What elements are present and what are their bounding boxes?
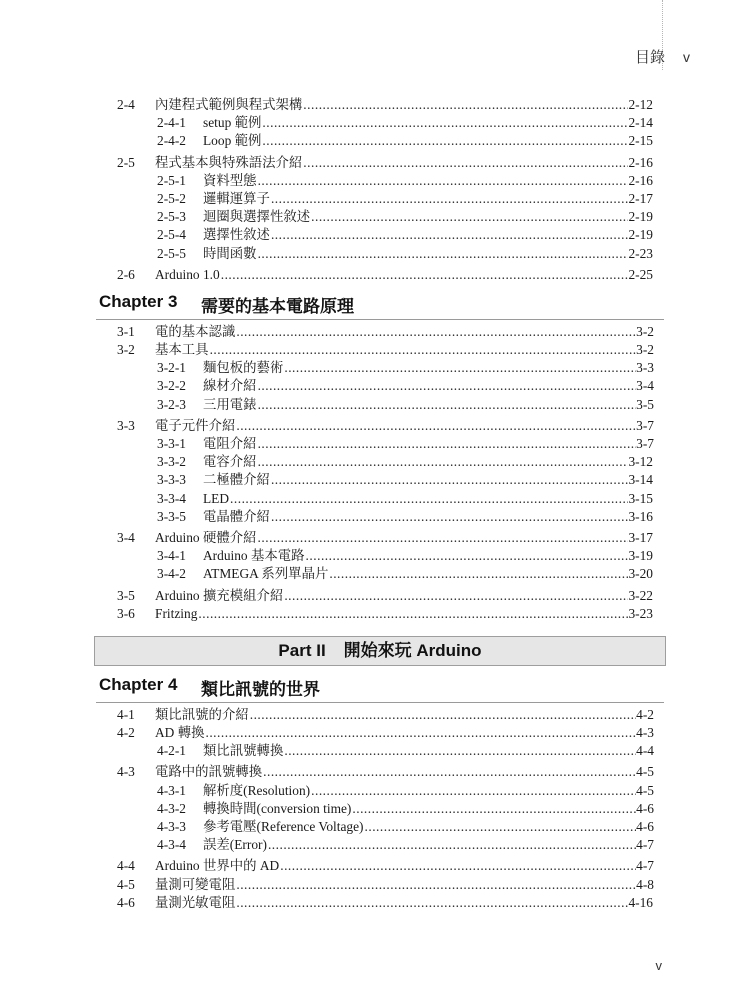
entry-number: 2-5-2 <box>157 190 187 206</box>
entry-number: 2-4-1 <box>157 115 187 131</box>
entry-leader <box>155 763 654 781</box>
entry-title: 時間函數 <box>203 245 257 261</box>
entry-page-number: 3-4 <box>636 378 654 394</box>
toc-section-entry[interactable] <box>0 605 750 623</box>
toc-section-entry[interactable] <box>0 529 750 547</box>
entry-number: 3-2 <box>117 342 135 358</box>
entry-title: Arduino 硬體介紹 <box>155 529 257 545</box>
dot-leader <box>365 818 637 836</box>
entry-leader <box>155 266 653 284</box>
entry-page-number: 3-3 <box>636 360 654 376</box>
entry-leader <box>203 565 653 583</box>
entry-number: 3-1 <box>117 323 135 339</box>
entry-page-number: 2-25 <box>628 266 653 282</box>
dot-leader <box>271 226 629 244</box>
entry-page-number: 3-23 <box>628 605 653 621</box>
entry-page-number: 2-15 <box>628 133 653 149</box>
entry-leader <box>155 724 654 742</box>
entry-title: 電子元件介紹 <box>155 417 236 433</box>
entry-number: 3-2-3 <box>157 396 187 412</box>
toc-subsection-entry[interactable] <box>0 508 750 526</box>
entry-title: 麵包板的藝術 <box>203 360 284 376</box>
entry-page-number: 4-7 <box>636 837 654 853</box>
entry-page-number: 3-17 <box>628 529 653 545</box>
entry-leader <box>203 132 653 150</box>
entry-number: 3-3-3 <box>157 472 187 488</box>
entry-number: 4-5 <box>117 876 135 892</box>
dot-leader <box>268 836 636 854</box>
chapter-title: 類比訊號的世界 <box>201 679 320 699</box>
running-header-page-number: v <box>683 48 690 65</box>
entry-page-number: 4-5 <box>636 782 654 798</box>
entry-number: 2-4 <box>117 97 135 112</box>
entry-leader <box>203 453 653 471</box>
dot-leader <box>236 894 628 912</box>
toc-subsection-entry[interactable] <box>0 132 750 150</box>
entry-page-number: 4-7 <box>636 858 654 874</box>
entry-title: Arduino 世界中的 AD <box>155 858 280 874</box>
toc-subsection-entry[interactable] <box>0 547 750 565</box>
toc-section-entry[interactable] <box>0 323 750 341</box>
entry-leader <box>155 323 654 341</box>
toc-subsection-entry[interactable] <box>0 453 750 471</box>
entry-page-number: 4-2 <box>636 706 654 722</box>
part-heading-bar[interactable] <box>94 636 666 666</box>
toc-subsection-entry[interactable] <box>0 190 750 208</box>
entry-title: AD 轉換 <box>155 725 205 741</box>
dot-leader <box>280 857 636 875</box>
chapter-title: 需要的基本電路原理 <box>201 296 354 316</box>
entry-page-number: 2-23 <box>628 245 653 261</box>
entry-leader <box>155 417 654 435</box>
toc-section-entry[interactable] <box>0 417 750 435</box>
toc-section-entry[interactable] <box>0 857 750 875</box>
dot-leader <box>210 341 637 359</box>
entry-page-number: 2-19 <box>628 227 653 243</box>
entry-title: Arduino 擴充模組介紹 <box>155 587 284 603</box>
entry-leader <box>203 742 654 760</box>
entry-title: LED <box>203 490 230 506</box>
entry-title: Fritzing <box>155 605 198 621</box>
entry-number: 2-5-5 <box>157 245 187 261</box>
entry-leader <box>155 154 653 172</box>
entry-page-number: 3-20 <box>628 566 653 582</box>
entry-number: 2-5-4 <box>157 227 187 243</box>
entry-page-number: 2-16 <box>628 172 653 188</box>
toc-section-entry[interactable] <box>0 341 750 359</box>
toc-subsection-entry[interactable] <box>0 782 750 800</box>
entry-leader <box>203 190 653 208</box>
dot-leader <box>284 359 636 377</box>
dot-leader <box>258 172 629 190</box>
entry-number: 3-3 <box>117 417 135 433</box>
entry-page-number: 4-3 <box>636 725 654 741</box>
entry-page-number: 3-14 <box>628 472 653 488</box>
entry-title: 基本工具 <box>155 342 209 358</box>
entry-leader <box>203 172 653 190</box>
toc-subsection-entry[interactable] <box>0 836 750 854</box>
toc-section-entry[interactable] <box>0 706 750 724</box>
entry-page-number: 4-8 <box>636 876 654 892</box>
toc-subsection-entry[interactable] <box>0 490 750 508</box>
dot-leader <box>263 763 636 781</box>
entry-page-number: 3-19 <box>628 548 653 564</box>
entry-title: 三用電錶 <box>203 396 257 412</box>
dot-leader <box>329 565 628 583</box>
entry-page-number: 2-14 <box>628 115 653 131</box>
entry-leader <box>203 114 653 132</box>
entry-page-number: 3-2 <box>636 342 654 358</box>
chapter-label: Chapter 3 <box>99 291 178 311</box>
entry-title: 電阻介紹 <box>203 436 257 451</box>
dot-leader <box>303 154 628 172</box>
entry-page-number: 3-7 <box>636 436 654 451</box>
entry-number: 3-5 <box>117 587 135 603</box>
entry-title: Arduino 1.0 <box>155 266 220 282</box>
dot-leader <box>271 190 629 208</box>
entry-number: 4-3 <box>117 764 135 780</box>
entry-title: 轉換時間(conversion time) <box>203 800 352 816</box>
entry-title: 內建程式範例與程式架構 <box>155 97 303 112</box>
entry-number: 3-6 <box>117 605 135 621</box>
entry-title: ATMEGA 系列單晶片 <box>203 566 329 582</box>
toc-subsection-entry[interactable] <box>0 245 750 263</box>
entry-leader <box>203 208 653 226</box>
entry-page-number: 3-5 <box>636 396 654 412</box>
toc-subsection-entry[interactable] <box>0 565 750 583</box>
entry-page-number: 2-12 <box>628 97 653 112</box>
toc-subsection-entry[interactable] <box>0 818 750 836</box>
toc-subsection-entry[interactable] <box>0 396 750 414</box>
entry-title: Arduino 基本電路 <box>203 548 305 564</box>
entry-title: 電晶體介紹 <box>203 508 270 524</box>
toc-section-entry[interactable] <box>0 876 750 894</box>
entry-number: 2-5-3 <box>157 209 187 225</box>
entry-leader <box>203 377 654 395</box>
dot-leader <box>198 605 628 623</box>
toc-subsection-entry[interactable] <box>0 377 750 395</box>
entry-leader <box>155 706 654 724</box>
toc-subsection-entry[interactable] <box>0 208 750 226</box>
entry-leader <box>155 876 654 894</box>
entry-page-number: 2-17 <box>628 190 653 206</box>
entry-title: 迴圈與選擇性敘述 <box>203 209 311 225</box>
entry-page-number: 4-5 <box>636 764 654 780</box>
entry-title: 類比訊號的介紹 <box>155 706 249 722</box>
entry-leader <box>203 435 654 453</box>
entry-title: setup 範例 <box>203 115 262 131</box>
toc-subsection-entry[interactable] <box>0 114 750 132</box>
entry-page-number: 3-22 <box>628 587 653 603</box>
dot-leader <box>258 377 637 395</box>
entry-page-number: 3-12 <box>628 454 653 470</box>
entry-title: 解析度(Resolution) <box>203 782 311 798</box>
entry-leader <box>203 396 654 414</box>
entry-number: 2-5 <box>117 154 135 170</box>
dot-leader <box>303 96 628 114</box>
entry-number: 4-3-2 <box>157 800 187 816</box>
entry-title: 電容介紹 <box>203 454 257 470</box>
entry-title: 量測可變電阻 <box>155 876 236 892</box>
toc-subsection-entry[interactable] <box>0 226 750 244</box>
entry-title: 二極體介紹 <box>203 472 270 488</box>
dot-leader <box>258 245 629 263</box>
entry-number: 4-1 <box>117 706 135 722</box>
entry-title: 量測光敏電阻 <box>155 894 236 910</box>
dot-leader <box>221 266 629 284</box>
toc-subsection-entry[interactable] <box>0 172 750 190</box>
dot-leader <box>284 742 636 760</box>
entry-leader <box>203 800 654 818</box>
entry-title: 程式基本與特殊語法介紹 <box>155 154 303 170</box>
footer-page-number: v <box>655 958 662 973</box>
toc-subsection-entry[interactable] <box>0 471 750 489</box>
entry-number: 3-3-1 <box>157 436 187 451</box>
entry-title: 資料型態 <box>203 172 257 188</box>
entry-page-number: 3-7 <box>636 417 654 433</box>
dot-leader <box>258 435 637 453</box>
entry-number: 4-3-3 <box>157 819 187 834</box>
entry-number: 2-4-2 <box>157 133 187 149</box>
entry-number: 4-2 <box>117 725 135 741</box>
entry-title: 邏輯運算子 <box>203 190 270 206</box>
entry-title: Loop 範例 <box>203 133 262 149</box>
entry-number: 3-3-5 <box>157 508 187 524</box>
entry-page-number: 4-6 <box>636 819 654 834</box>
entry-leader <box>203 359 654 377</box>
entry-number: 3-4 <box>117 529 135 545</box>
entry-page-number: 3-15 <box>628 490 653 506</box>
entry-title: 參考電壓(Reference Voltage) <box>203 819 364 834</box>
entry-leader <box>155 587 653 605</box>
dot-leader <box>205 724 636 742</box>
entry-title: 選擇性敘述 <box>203 227 270 243</box>
toc-section-entry[interactable] <box>0 266 750 284</box>
entry-leader <box>155 894 653 912</box>
entry-leader <box>203 782 654 800</box>
entry-number: 3-4-2 <box>157 566 187 582</box>
dot-leader <box>352 800 636 818</box>
toc-section-entry[interactable] <box>0 724 750 742</box>
entry-leader <box>203 818 654 836</box>
chapter-label: Chapter 4 <box>99 674 178 694</box>
dot-leader <box>230 490 628 508</box>
toc-subsection-entry[interactable] <box>0 359 750 377</box>
entry-page-number: 4-4 <box>636 743 654 759</box>
entry-leader <box>203 471 653 489</box>
toc-subsection-entry[interactable] <box>0 800 750 818</box>
entry-title: 電的基本認識 <box>155 323 236 339</box>
entry-number: 4-4 <box>117 858 135 874</box>
entry-number: 3-4-1 <box>157 548 187 564</box>
dot-leader <box>236 323 636 341</box>
entry-leader <box>203 836 654 854</box>
entry-page-number: 3-2 <box>636 323 654 339</box>
dot-leader <box>258 453 629 471</box>
toc-section-entry[interactable] <box>0 154 750 172</box>
entry-number: 3-3-2 <box>157 454 187 470</box>
entry-page-number: 4-6 <box>636 800 654 816</box>
dot-leader <box>258 396 637 414</box>
entry-leader <box>155 857 654 875</box>
dot-leader <box>311 208 628 226</box>
entry-title: 誤差(Error) <box>203 837 267 853</box>
dot-leader <box>271 471 629 489</box>
entry-title: 類比訊號轉換 <box>203 743 284 759</box>
part-title: 開始來玩 Arduino <box>343 640 482 660</box>
entry-leader <box>203 547 653 565</box>
entry-number: 4-6 <box>117 894 135 910</box>
entry-leader <box>203 508 653 526</box>
entry-page-number: 3-16 <box>628 508 653 524</box>
entry-title: 線材介紹 <box>203 378 257 394</box>
entry-page-number: 4-16 <box>628 894 653 910</box>
entry-number: 4-2-1 <box>157 743 187 759</box>
chapter-heading[interactable] <box>96 674 664 703</box>
dot-leader <box>306 547 629 565</box>
entry-leader <box>155 529 653 547</box>
toc-subsection-entry[interactable] <box>0 742 750 760</box>
chapter-heading[interactable] <box>96 291 664 320</box>
toc-section-entry[interactable] <box>0 894 750 912</box>
toc-section-entry[interactable] <box>0 587 750 605</box>
entry-leader <box>155 605 653 623</box>
dot-leader <box>262 132 628 150</box>
dot-leader <box>284 587 628 605</box>
dot-leader <box>271 508 629 526</box>
dot-leader <box>250 706 636 724</box>
entry-leader <box>203 490 653 508</box>
entry-number: 3-2-1 <box>157 360 187 376</box>
part-label: Part II <box>278 640 326 660</box>
running-header <box>635 46 690 67</box>
entry-page-number: 2-19 <box>628 209 653 225</box>
dot-leader <box>311 782 636 800</box>
entry-leader <box>203 245 653 263</box>
dot-leader <box>262 114 628 132</box>
entry-number: 3-3-4 <box>157 490 187 506</box>
dot-leader <box>236 417 636 435</box>
entry-leader <box>155 96 653 114</box>
entry-number: 2-5-1 <box>157 172 187 188</box>
entry-title: 電路中的訊號轉換 <box>155 764 263 780</box>
entry-number: 4-3-1 <box>157 782 187 798</box>
running-header-title: 目錄 <box>634 49 665 66</box>
entry-number: 2-6 <box>117 266 135 282</box>
dot-leader <box>258 529 629 547</box>
entry-leader <box>203 226 653 244</box>
toc-section-entry[interactable] <box>0 96 750 114</box>
toc-subsection-entry[interactable] <box>0 435 750 453</box>
entry-number: 3-2-2 <box>157 378 187 394</box>
entry-page-number: 2-16 <box>628 154 653 170</box>
entry-leader <box>155 341 654 359</box>
entry-number: 4-3-4 <box>157 837 187 853</box>
dot-leader <box>236 876 636 894</box>
table-of-contents <box>0 96 750 912</box>
toc-section-entry[interactable] <box>0 763 750 781</box>
